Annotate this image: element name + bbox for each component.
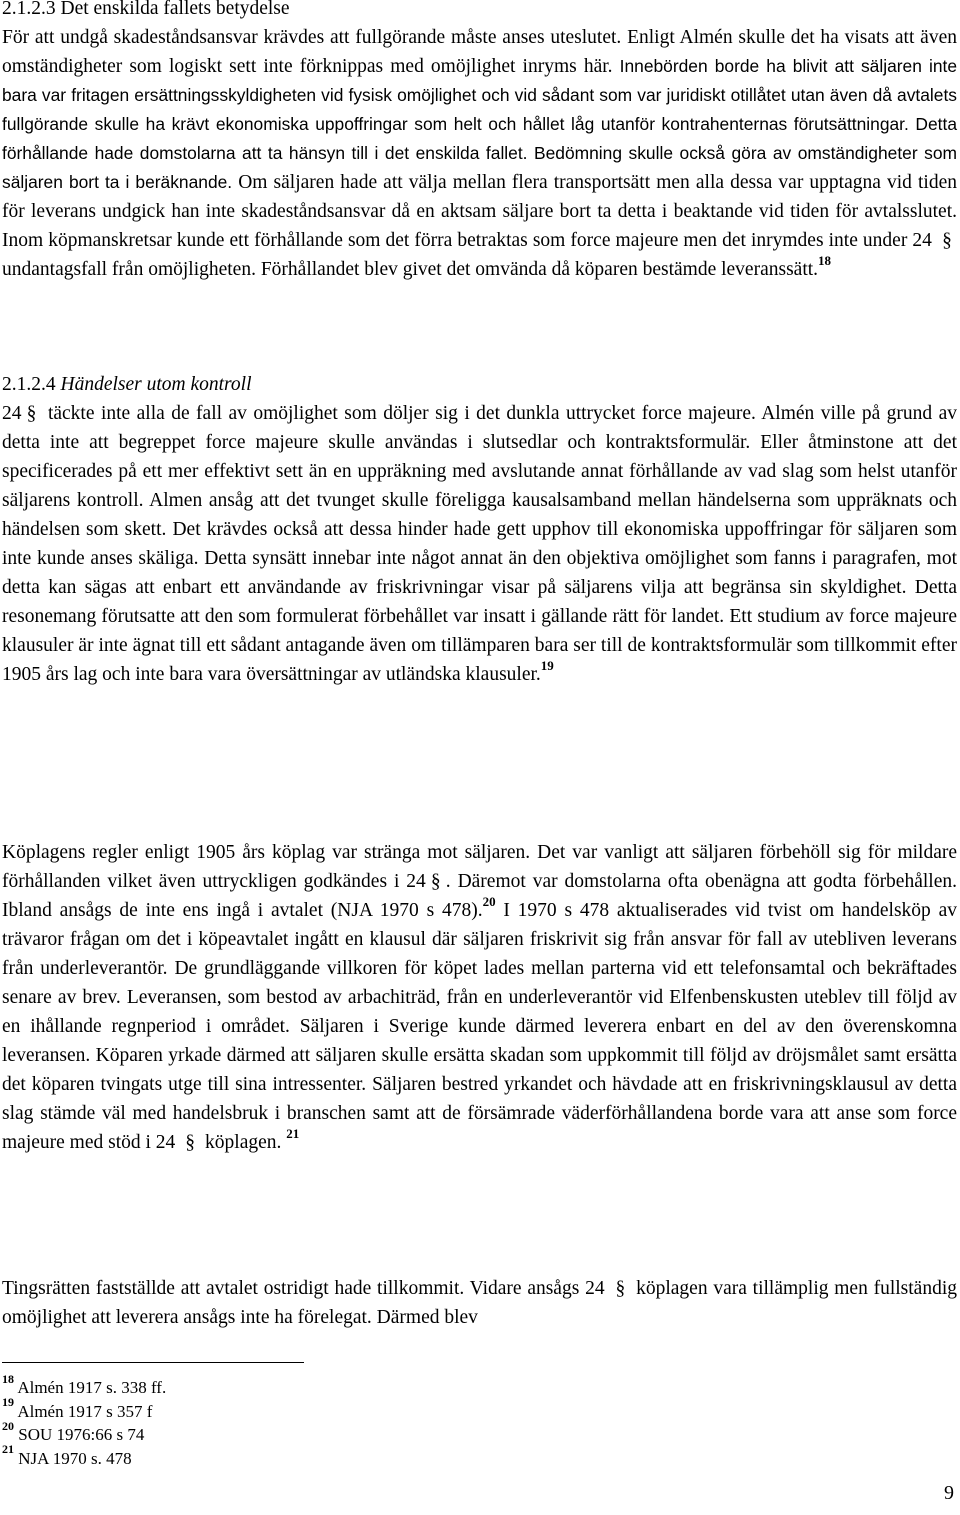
section-heading-title: Händelser utom kontroll (60, 374, 252, 395)
footnote-item (2, 1442, 602, 1471)
paragraph-number: 24 (2, 403, 22, 424)
paragraph-body (2, 838, 957, 1157)
section-heading: 2.1.2.3 Det enskilda fallets betydelse (2, 0, 290, 19)
section-symbol-icon: § (185, 1132, 196, 1153)
section-symbol-icon: § (430, 871, 441, 892)
footnote-item (2, 1418, 602, 1447)
paragraph-body (2, 1274, 957, 1332)
paragraph-koplag (2, 838, 957, 1157)
paragraph-tingsratt (2, 1274, 957, 1332)
section-2-1-2-3 (2, 0, 957, 284)
footnotes (2, 1371, 602, 1470)
section-symbol-icon: § (615, 1278, 626, 1299)
footnote-text: Almén 1917 s. 338 ff. (17, 1378, 167, 1397)
paragraph-text: undantagsfall från omöjligheten. Förhållandet blev givet det omvända då köparen bestämde leveranssätt. (2, 259, 819, 280)
section-symbol-icon: § (942, 230, 952, 251)
section-heading (2, 370, 957, 399)
paragraph-text: köplagen. (205, 1132, 282, 1153)
paragraph-text: . Däremot var domstolarna ofta obenägna att godta förbehållen. Ibland ansågs de inte ens ingå i avtalet (NJA 1970 s 478). (2, 871, 957, 921)
footnote-divider (2, 1362, 304, 1363)
footnote-number: 20 (2, 1418, 14, 1433)
page-number: 9 (944, 1482, 954, 1504)
footnote-ref-19[interactable]: 19 (540, 657, 554, 673)
paragraph-text: Köplagens regler enligt 1905 års köplag var stränga mot säljaren. Det var vanligt att säljaren förbehöll sig för mildare förhållanden vilket även uttryckligen godkändes i 24 (2, 842, 957, 892)
footnote-ref-20[interactable]: 20 (482, 893, 496, 909)
paragraph-text: För att undgå skadeståndsansvar krävdes att fullgörande måste anses uteslutet. Enligt Almén skulle det ha visats att även omständigheter som logiskt sett inte förknippas med omöjlighet inryms här. (2, 27, 957, 77)
paragraph-text: I 1970 s 478 aktualiserades vid tvist om handelsköp av trävaror frågan om det i köpeavtalet ingått en klausul där säljaren friskrivit sig från ansvar för fall av utebliven leverans från underleverantör. De grundläggande villkoren för köpet lades mellan parterna vid ett telefonsamtal och bekräftades senare av brev. Leveransen, som bestod av arbachiträd, från en underleverantör vid Elfenbenskusten uteblev till följd av en ihållande regnperiod i området. Säljaren i Sverige kunde därmed leverera enbart en del av den överenskomna leveransen. Köparen yrkade därmed att säljaren skulle ersätta skadan som uppkommit till följd av dröjsmålet samt ersätta det köparen tvingats utge till sina intressenter. Säljaren bestred yrkandet och hävdade att en friskrivningsklausul av detta slag stämde väl med handelsbruk i branschen samt att de försämrade väderförhållandena borde vara att anse som force majeure med stöd i 24 (2, 900, 958, 1153)
footnote-text: Almén 1917 s 357 f (17, 1401, 153, 1421)
section-symbol-icon: § (26, 403, 37, 424)
footnote-number: 18 (2, 1371, 14, 1386)
section-2-1-2-4 (2, 370, 957, 689)
paragraph-handelser (2, 399, 957, 689)
footnote-item (2, 1395, 602, 1424)
footnote-ref-21[interactable]: 21 (286, 1125, 300, 1141)
paragraph-text: Tingsrätten fastställde att avtalet ostridigt hade tillkommit. Vidare ansågs 24 (2, 1278, 605, 1299)
footnote-number: 19 (2, 1395, 14, 1410)
section-heading-number: 2.1.2.4 (2, 374, 56, 395)
footnote-ref-18[interactable]: 18 (818, 252, 832, 268)
paragraph-text: Om säljaren hade att välja mellan flera transportsätt men alla dessa var upptagna vid tiden för leverans undgick han inte skadeståndsansvar då en aktsam säljare bort ta detta i beaktande vid tiden för avtalsslutet. Inom köpmanskretsar kunde ett förhållande som det förra betraktas som force majeure men det inrymdes inte under 24 (2, 172, 957, 251)
footnote-text: SOU 1976:66 s 74 (18, 1425, 145, 1444)
footnote-number: 21 (2, 1442, 14, 1457)
paragraph-text: täckte inte alla de fall av omöjlighet som döljer sig i det dunkla uttrycket force majeure. Almén ville på grund av detta inte att begreppet force majeure skulle användas i slutsedlar och kontraktsformulär. Eller åtminstone att det specificerades på ett mer effektivt sett än en uppräkning med avslutande annat förhållande av vad slag som helst utanför säljarens kontroll. Almen ansåg att det tvunget skulle föreligga kausalsamband mellan händelserna som uppräknats och händelsen som skett. Det krävdes också att dessa hinder hade gett upphov till ekonomiska uppoffringar för säljaren som inte kunde anses skäliga. Detta synsätt innebar inte något annat än den objektiva omöjlighet som fanns i paragrafen, mot detta kan sägas att enbart ett användande av friskrivningar visar på säljarens vilja att begränsa sin skyldighet. Detta resonemang förutsatte att den som formulerat förbehållet var insatt i gällande rätt för landet. Ett studium av force majeure klausuler är inte ägnat till ett sådant antagande även om tillämparen bara ser till de kontraktsformulär som tillkommit efter 1905 års lag och inte bara vara översättningar av utländska klausuler. (2, 403, 957, 685)
paragraph-text: köplagen vara tillämplig men fullständig omöjlighet att leverera ansågs inte ha förelegat. Därmed blev (2, 1278, 958, 1328)
paragraph-betydelse (2, 23, 957, 284)
footnote-text: NJA 1970 s. 478 (18, 1448, 132, 1468)
footnote-item (2, 1371, 602, 1400)
paragraph-text-sans: Innebörden borde ha blivit att säljaren inte bara var fritagen ersättningsskyldigheten vid fysisk omöjlighet och vid sådant som var juridiskt otillåtet utan även då avtalets fullgörande skulle ha krävt ekonomiska uppoffringar som helt och hållet låg utanför kontrahenternas förutsättningar. Detta förhållande hade domstolarna att ta hänsyn till i det enskilda fallet. Bedömning skulle också göra av omständigheter som säljaren bort ta i beräknande. (2, 56, 957, 192)
